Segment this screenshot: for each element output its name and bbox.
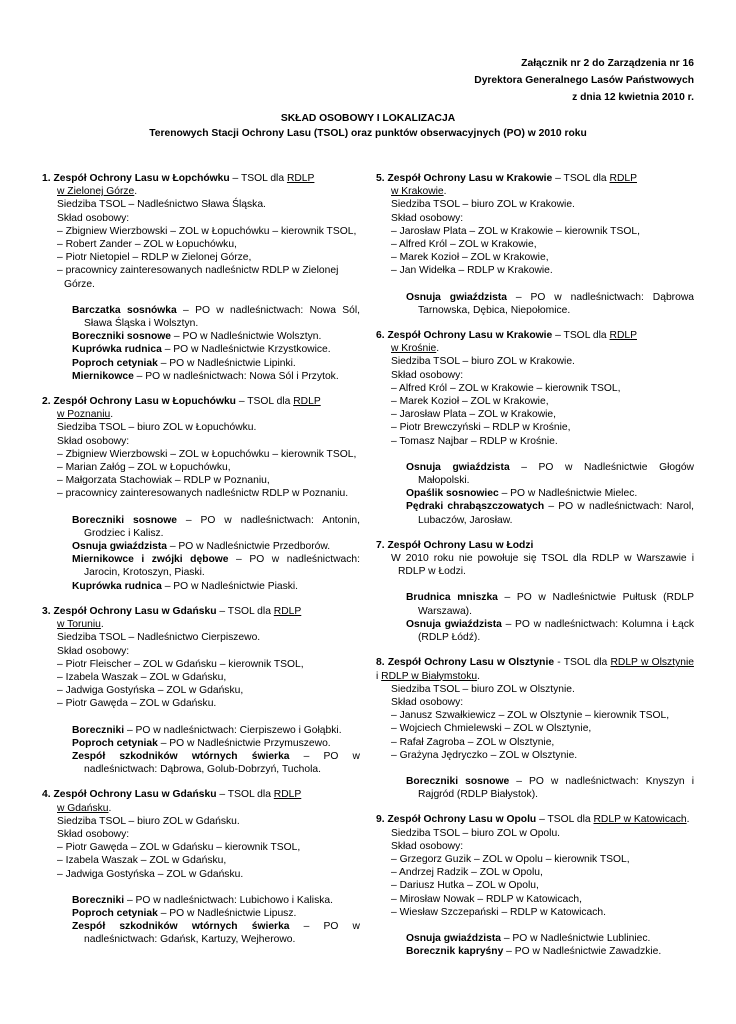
member-item: – Jadwiga Gostyńska – ZOL w Gdańsku, <box>57 685 244 697</box>
po-pest-name: Boreczniki sosnowe <box>406 775 510 787</box>
po-pest-name: Kuprówka rudnica <box>72 580 162 592</box>
section-tsol: - TSOL dla <box>554 657 611 669</box>
section-period: . <box>100 619 104 631</box>
section-rdlp-name: w Zielonej Górze <box>57 186 135 198</box>
section-heading <box>376 329 694 355</box>
po-list <box>42 894 360 947</box>
po-pest-name: Osnuja gwiaździsta <box>406 932 501 944</box>
tsol-section <box>376 539 694 644</box>
po-entry <box>72 343 360 356</box>
po-pest-name: Poproch cetyniak <box>72 907 158 919</box>
po-entry <box>72 304 360 330</box>
po-location: – PO w nadleśnictwach: Nowa Sól, Sława Śląska i Wolsztyn. <box>84 304 360 330</box>
po-entry <box>72 907 360 920</box>
section-heading <box>376 813 694 826</box>
po-entry <box>406 618 694 644</box>
po-list <box>42 304 360 383</box>
header-line: z dnia 12 kwietnia 2010 r. <box>572 92 694 103</box>
siedziba-line: Siedziba TSOL – biuro ZOL w Opolu. <box>391 827 561 839</box>
po-location: – PO w nadleśnictwach: Lubichowo i Kaliska. <box>124 894 333 906</box>
member-item: – Zbigniew Wierzbowski – ZOL w Łopuchówku – kierownik TSOL, <box>57 448 357 460</box>
section-heading <box>42 172 360 198</box>
po-pest-name: Boreczniki sosnowe <box>72 331 171 343</box>
po-pest-name: Poproch cetyniak <box>72 357 158 369</box>
member-item: – Jan Widełka – RDLP w Krakowie. <box>391 265 553 277</box>
sklad-label: Skład osobowy: <box>57 645 130 657</box>
sklad-label: Skład osobowy: <box>391 696 464 708</box>
document-title: SKŁAD OSOBOWY I LOKALIZACJA <box>280 113 456 124</box>
header-line: Dyrektora Generalnego Lasów Państwowych <box>474 75 694 86</box>
section-name: Zespół Ochrony Lasu w Gdańsku <box>53 789 217 801</box>
po-location: – PO w nadleśnictwach: Dąbrowa Tarnowska, Dębica, Niepołomice. <box>418 291 694 316</box>
sklad-label: Skład osobowy: <box>391 369 464 381</box>
section-number: 9. <box>376 814 385 826</box>
po-list <box>42 724 360 777</box>
po-list <box>376 461 694 527</box>
member-item: – Tomasz Najbar – RDLP w Krośnie. <box>391 435 558 447</box>
po-pest-name: Miernikowce i zwójki dębowe <box>72 554 229 566</box>
section-rdlp: RDLP <box>273 605 302 617</box>
section-rdlp: RDLP w Olsztynie <box>610 657 694 669</box>
section-rdlp-name: w Toruniu <box>57 619 101 631</box>
po-entry <box>406 775 694 801</box>
po-entry <box>72 514 360 540</box>
section-name: Zespół Ochrony Lasu w Łopchówku <box>53 173 230 184</box>
po-location: – PO w nadleśnictwach: Narol, Lubaczów, Jarosław. <box>418 501 694 526</box>
po-location: – PO w nadleśnictwach: Cierpiszewo i Gołąbki. <box>124 724 342 736</box>
member-item: – Dariusz Hutka – ZOL w Opolu, <box>391 880 539 892</box>
po-entry <box>72 724 360 737</box>
section-heading <box>376 539 694 552</box>
member-item: – Alfred Król – ZOL w Krakowie – kierownik TSOL, <box>391 382 621 394</box>
po-entry <box>72 580 360 593</box>
po-list <box>376 775 694 801</box>
po-entry <box>406 461 694 487</box>
po-entry <box>72 750 360 776</box>
section-tsol: – TSOL dla <box>552 173 610 184</box>
section-number: 3. <box>42 605 51 617</box>
po-location: – PO w nadleśnictwach: Jarocin, Krotoszyn, Piaski. <box>84 554 360 579</box>
section-tsol: – TSOL dla <box>552 330 610 342</box>
po-pest-name: Osnuja gwiaździsta <box>406 618 502 630</box>
siedziba-line: Siedziba TSOL – biuro ZOL w Gdańsku. <box>57 815 240 827</box>
section-period: . <box>108 802 112 814</box>
member-item: – pracownicy zainteresowanych nadleśnictw RDLP w Poznaniu. <box>57 488 349 500</box>
po-location: – PO w nadleśnictwach: Nowa Sól i Przytok. <box>133 370 339 382</box>
section-rdlp: RDLP <box>609 330 637 342</box>
member-item: – Marek Kozioł – ZOL w Krakowie, <box>391 252 549 264</box>
sklad-label: Skład osobowy: <box>57 828 130 840</box>
po-entry <box>72 553 360 579</box>
section-rdlp-continued <box>42 802 360 815</box>
section-tsol: – TSOL dla <box>229 173 287 184</box>
section-heading <box>42 605 360 631</box>
siedziba-line: Siedziba TSOL – Nadleśnictwo Cierpiszewo. <box>57 632 261 644</box>
sklad-label: Skład osobowy: <box>391 840 464 852</box>
po-location: – PO w nadleśnictwach: Kolumna i Łąck (RDLP Łódź). <box>418 618 694 644</box>
section-name: Zespół Ochrony Lasu w Opolu <box>387 814 537 826</box>
po-location: – PO w Nadleśnictwie Pułtusk (RDLP Warszawa). <box>418 592 694 617</box>
siedziba-line: Siedziba TSOL – biuro ZOL w Olsztynie. <box>391 683 575 695</box>
section-number: 5. <box>376 173 385 184</box>
member-item: – Andrzej Radzik – ZOL w Opolu, <box>391 867 543 879</box>
po-pest-name: Osnuja gwiaździsta <box>72 541 167 553</box>
section-heading <box>376 172 694 198</box>
po-list <box>376 932 694 958</box>
po-entry <box>72 920 360 946</box>
siedziba-line: Siedziba TSOL – biuro ZOL w Krakowie. <box>391 199 575 211</box>
section-name: Zespół Ochrony Lasu w Krakowie <box>387 330 553 342</box>
section-heading <box>42 395 360 421</box>
po-location: – PO w nadleśnictwach: Knyszyn i Rajgród (RDLP Białystok). <box>418 775 694 801</box>
section-name: Zespół Ochrony Lasu w Krakowie <box>387 173 553 184</box>
section-name: Zespół Ochrony Lasu w Olsztynie <box>387 657 555 669</box>
section-period: . <box>134 186 138 198</box>
po-pest-name: Osnuja gwiaździsta <box>406 461 510 473</box>
member-item: – Alfred Król – ZOL w Krakowie, <box>391 239 537 251</box>
section-text: W 2010 roku nie powołuje się TSOL dla RDLP w Warszawie i RDLP w Łodzi. <box>391 553 694 578</box>
sklad-label: Skład osobowy: <box>57 212 130 224</box>
siedziba-line: Siedziba TSOL – Nadleśnictwo Sława Śląska. <box>57 199 266 211</box>
section-number: 8. <box>376 657 385 669</box>
member-item: – Grażyna Jędryczko – ZOL w Olsztynie. <box>391 749 578 761</box>
po-pest-name: Barczatka sosnówka <box>72 304 177 316</box>
section-number: 4. <box>42 789 51 801</box>
section-period: . <box>436 343 440 355</box>
document-subtitle: Terenowych Stacji Ochrony Lasu (TSOL) oraz punktów obserwacyjnych (PO) w 2010 roku <box>149 128 587 139</box>
po-pest-name: Zespół szkodników wtórnych świerka <box>72 750 290 762</box>
po-pest-name: Boreczniki sosnowe <box>72 514 178 526</box>
tsol-section <box>42 605 360 776</box>
section-rdlp-name: w Krakowie <box>391 186 444 198</box>
po-entry <box>406 591 694 617</box>
po-pest-name: Osnuja gwiaździsta <box>406 291 508 303</box>
tsol-section <box>376 172 694 317</box>
section-heading <box>42 788 360 814</box>
po-location: – PO w Nadleśnictwie Krzystkowice. <box>161 344 331 356</box>
po-entry <box>406 487 694 500</box>
section-rdlp-continued <box>376 342 694 355</box>
po-location: – PO w nadleśnictwach: Gdańsk, Kartuzy, Wejherowo. <box>84 921 360 946</box>
member-item: – Piotr Nietopiel – RDLP w Zielonej Górze, <box>57 252 252 264</box>
section-rdlp-name: w Gdańsku <box>57 802 109 814</box>
member-item: – Wiesław Szczepański – RDLP w Katowicach. <box>391 906 606 918</box>
section-name: Zespół Ochrony Lasu w Łopuchówku <box>53 396 236 408</box>
po-entry <box>406 291 694 317</box>
po-location: – PO w Nadleśnictwie Głogów Małopolski. <box>418 461 694 487</box>
tsol-section <box>376 329 694 527</box>
po-list <box>376 291 694 317</box>
section-rdlp-continued <box>42 408 360 421</box>
section-number: 1. <box>42 173 51 184</box>
po-location: – PO w Nadleśnictwie Piaski. <box>161 580 299 592</box>
section-heading <box>376 656 694 682</box>
po-location: – PO w Nadleśnictwie Lubliniec. <box>500 932 651 944</box>
section-rdlp-name: w Poznaniu <box>57 409 111 421</box>
section-period: . <box>477 670 480 682</box>
member-item: – Piotr Brewczyński – RDLP w Krośnie, <box>391 422 571 434</box>
member-item: – Izabela Waszak – ZOL w Gdańsku, <box>57 671 227 683</box>
section-name: Zespół Ochrony Lasu w Łodzi <box>387 539 534 551</box>
po-location: – PO w nadleśnictwach: Antonin, Grodziec i Kalisz. <box>84 514 360 539</box>
section-name: Zespół Ochrony Lasu w Gdańsku <box>53 605 217 617</box>
po-list <box>376 591 694 644</box>
member-item: – pracownicy zainteresowanych nadleśnictw RDLP w Zielonej Górze. <box>57 265 339 290</box>
member-item: – Janusz Szwałkiewicz – ZOL w Olsztynie – kierownik TSOL, <box>391 710 670 722</box>
section-rdlp-2: RDLP w Białymstoku <box>381 670 478 682</box>
po-entry <box>72 737 360 750</box>
po-entry <box>406 932 694 945</box>
member-item: – Jadwiga Gostyńska – ZOL w Gdańsku. <box>57 868 244 880</box>
member-item: – Grzegorz Guzik – ZOL w Opolu – kierownik TSOL, <box>391 853 630 865</box>
po-entry <box>406 500 694 526</box>
section-rdlp-continued <box>42 185 360 198</box>
po-entry <box>72 370 360 383</box>
section-period: . <box>686 814 690 826</box>
member-item: – Piotr Fleischer – ZOL w Gdańsku – kierownik TSOL, <box>57 658 304 670</box>
siedziba-line: Siedziba TSOL – biuro ZOL w Krakowie. <box>391 356 575 368</box>
po-location: – PO w Nadleśnictwie Wolsztyn. <box>171 331 322 343</box>
member-item: – Marian Załóg – ZOL w Łopuchówku, <box>57 462 231 474</box>
left-column <box>42 172 360 959</box>
po-pest-name: Zespół szkodników wtórnych świerka <box>72 921 290 933</box>
po-entry <box>72 357 360 370</box>
po-pest-name: Boreczniki <box>72 894 125 906</box>
member-item: – Mirosław Nowak – RDLP w Katowicach, <box>391 893 582 905</box>
member-item: – Jarosław Plata – ZOL w Krakowie – kierownik TSOL, <box>391 225 640 237</box>
po-location: – PO w Nadleśnictwie Mielec. <box>498 488 638 500</box>
po-pest-name: Pędraki chrabąszczowatych <box>406 501 545 513</box>
section-tsol: – TSOL dla <box>536 814 594 826</box>
po-pest-name: Borecznik kapryśny <box>406 946 504 958</box>
section-number: 2. <box>42 396 51 408</box>
header-line: Załącznik nr 2 do Zarządzenia nr 16 <box>521 58 694 69</box>
section-number: 7. <box>376 539 385 551</box>
sklad-label: Skład osobowy: <box>391 212 464 224</box>
section-rdlp: RDLP <box>286 173 315 184</box>
section-tsol: – TSOL dla <box>235 396 294 408</box>
tsol-section <box>42 788 360 946</box>
po-location: – PO w Nadleśnictwie Lipinki. <box>157 357 296 369</box>
siedziba-line: Siedziba TSOL – biuro ZOL w Łopuchówku. <box>57 422 257 434</box>
po-pest-name: Poproch cetyniak <box>72 737 158 749</box>
section-tsol: – TSOL dla <box>216 789 274 801</box>
document-header <box>474 55 694 106</box>
member-item: – Piotr Gawęda – ZOL w Gdańsku – kierownik TSOL, <box>57 842 301 854</box>
member-item: – Marek Kozioł – ZOL w Krakowie, <box>391 396 549 408</box>
section-number: 6. <box>376 330 385 342</box>
section-rdlp: RDLP <box>273 789 302 801</box>
tsol-section <box>42 395 360 593</box>
section-tsol: – TSOL dla <box>216 605 274 617</box>
po-pest-name: Brudnica mniszka <box>406 592 498 604</box>
member-item: – Izabela Waszak – ZOL w Gdańsku, <box>57 855 227 867</box>
member-item: – Rafał Zagroba – ZOL w Olsztynie, <box>391 736 555 748</box>
po-location: – PO w Nadleśnictwie Lipusz. <box>157 907 297 919</box>
po-location: – PO w nadleśnictwach: Dąbrowa, Golub-Dobrzyń, Tuchola. <box>84 750 360 776</box>
po-pest-name: Kuprówka rudnica <box>72 344 162 356</box>
right-column <box>376 172 694 970</box>
po-pest-name: Boreczniki <box>72 724 125 736</box>
po-entry <box>72 540 360 553</box>
section-period: . <box>443 186 447 198</box>
section-rdlp-name: w Krośnie <box>391 343 437 355</box>
po-location: – PO w Nadleśnictwie Przedborów. <box>166 541 331 553</box>
member-item: – Małgorzata Stachowiak – RDLP w Poznaniu, <box>57 475 270 487</box>
member-item: – Zbigniew Wierzbowski – ZOL w Łopuchówku – kierownik TSOL, <box>57 225 357 237</box>
po-location: – PO w Nadleśnictwie Zawadzkie. <box>503 946 662 958</box>
member-item: – Jarosław Plata – ZOL w Krakowie, <box>391 409 557 421</box>
po-pest-name: Opaślik sosnowiec <box>406 488 499 500</box>
po-entry <box>72 330 360 343</box>
tsol-section <box>376 656 694 801</box>
section-rdlp-continued <box>42 618 360 631</box>
section-rdlp: RDLP <box>609 173 637 184</box>
sklad-label: Skład osobowy: <box>57 435 130 447</box>
section-rdlp: RDLP w Katowicach <box>593 814 687 826</box>
tsol-section <box>42 172 360 383</box>
section-joiner: i <box>376 670 382 682</box>
po-entry <box>406 945 694 958</box>
member-item: – Wojciech Chmielewski – ZOL w Olsztynie, <box>391 723 592 735</box>
member-item: – Robert Zander – ZOL w Łopuchówku, <box>57 239 237 251</box>
po-entry <box>72 894 360 907</box>
section-period: . <box>110 409 114 421</box>
po-list <box>42 514 360 593</box>
po-location: – PO w Nadleśnictwie Przymuszewo. <box>157 737 331 749</box>
section-rdlp-continued <box>376 185 694 198</box>
section-rdlp: RDLP <box>293 396 321 408</box>
member-item: – Piotr Gawęda – ZOL w Gdańsku. <box>57 698 217 710</box>
tsol-section <box>376 813 694 958</box>
po-pest-name: Miernikowce <box>72 370 134 382</box>
